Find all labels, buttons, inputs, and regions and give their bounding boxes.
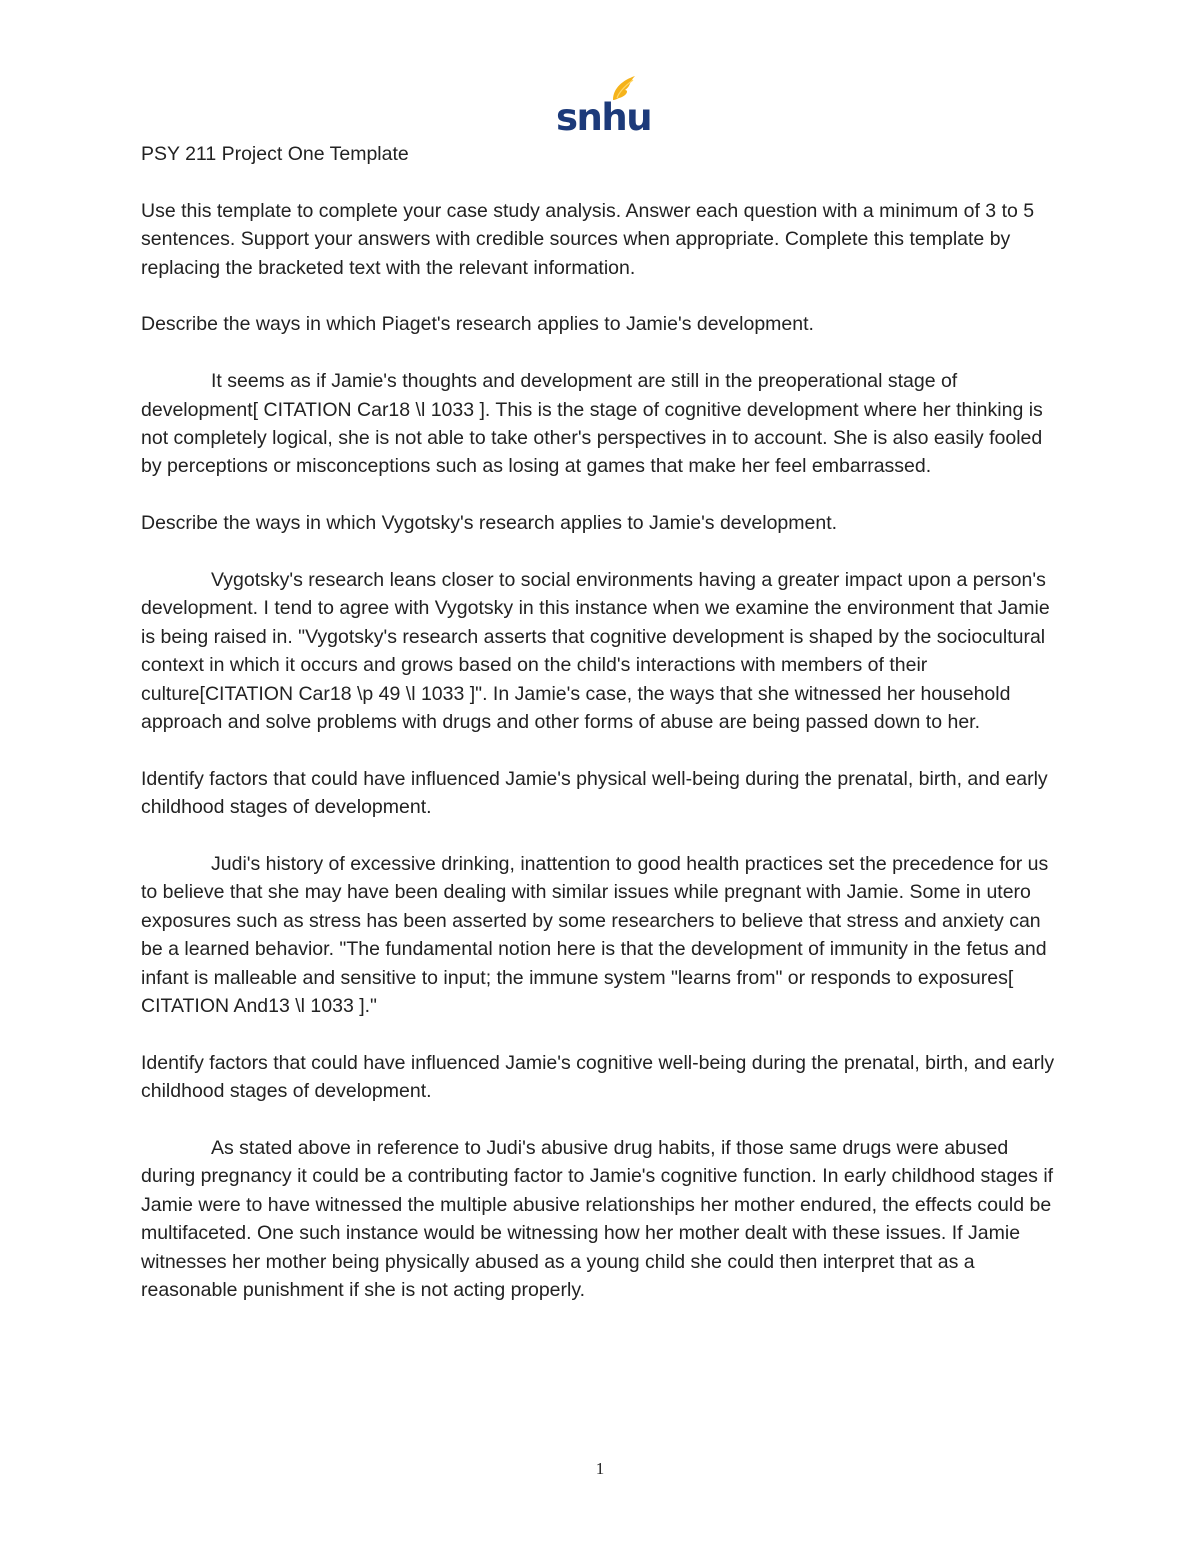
answer-piaget: It seems as if Jamie's thoughts and development are still in the preoperational stage of development[ CITATION Car18 \l 1033 ]. This is the stage of cognitive development where her thinking is not completely logical, she is not able to take other's perspectives in to account. She is also easily fooled by perceptions or misconceptions such as losing at games that make her feel embarrassed. [141,370,1043,478]
answer-physical-wellbeing: Judi's history of excessive drinking, inattention to good health practices set the precedence for us to believe that she may have been dealing with similar issues while pregnant with Jamie. Some in utero exposures such as stress has been asserted by some researchers to believe that stress and anxiety can be a learned behavior. "The fundamental notion here is that the development of immunity in the fetus and infant is malleable and sensitive to input; the immune system "learns from" or responds to exposures[ CITATION And13 \l 1033 ]." [141,853,1049,1018]
logo-wordmark: snhu [556,96,652,139]
answer-cognitive-wellbeing: As stated above in reference to Judi's abusive drug habits, if those same drugs were abused during pregnancy it could be a contributing factor to Jamie's cognitive function. In early childhood stages if Jamie were to have witnessed the multiple abusive relationships her mother endured, the effects could be multifaceted. One such instance would be witnessing how her mother dealt with these issues. If Jamie witnesses her mother being physically abused as a young child she could then interpret that as a reasonable punishment if she is not acting properly. [141,1137,1054,1302]
question-physical-wellbeing: Identify factors that could have influenced Jamie's physical well-being during the prenatal, birth, and early childhood stages of development. [141,767,1048,819]
page-number: 1 [595,1459,605,1478]
document-body [141,140,1063,1333]
instructions-paragraph: Use this template to complete your case study analysis. Answer each question with a minimum of 3 to 5 sentences. Support your answers with credible sources when appropriate. Complete this template by replacing the bracketed text with the relevant information. [141,199,1035,279]
question-cognitive-wellbeing: Identify factors that could have influenced Jamie's cognitive well-being during the prenatal, birth, and early childhood stages of development. [141,1051,1055,1103]
question-vygotsky: Describe the ways in which Vygotsky's research applies to Jamie's development. [141,512,838,535]
answer-vygotsky: Vygotsky's research leans closer to social environments having a greater impact upon a person's development. I tend to agree with Vygotsky in this instance when we examine the environment that Jamie is being raised in. "Vygotsky's research asserts that cognitive development is shaped by the sociocultural context in which it occurs and grows based on the child's interactions with members of their culture[CITATION Car18 \p 49 \l 1033 ]". In Jamie's case, the ways that she witnessed her household approach and solve problems with drugs and other forms of abuse are being passed down to her. [141,569,1050,734]
snhu-logo [555,72,652,139]
document-title: PSY 211 Project One Template [141,143,409,165]
question-piaget: Describe the ways in which Piaget's research applies to Jamie's development. [141,313,814,336]
